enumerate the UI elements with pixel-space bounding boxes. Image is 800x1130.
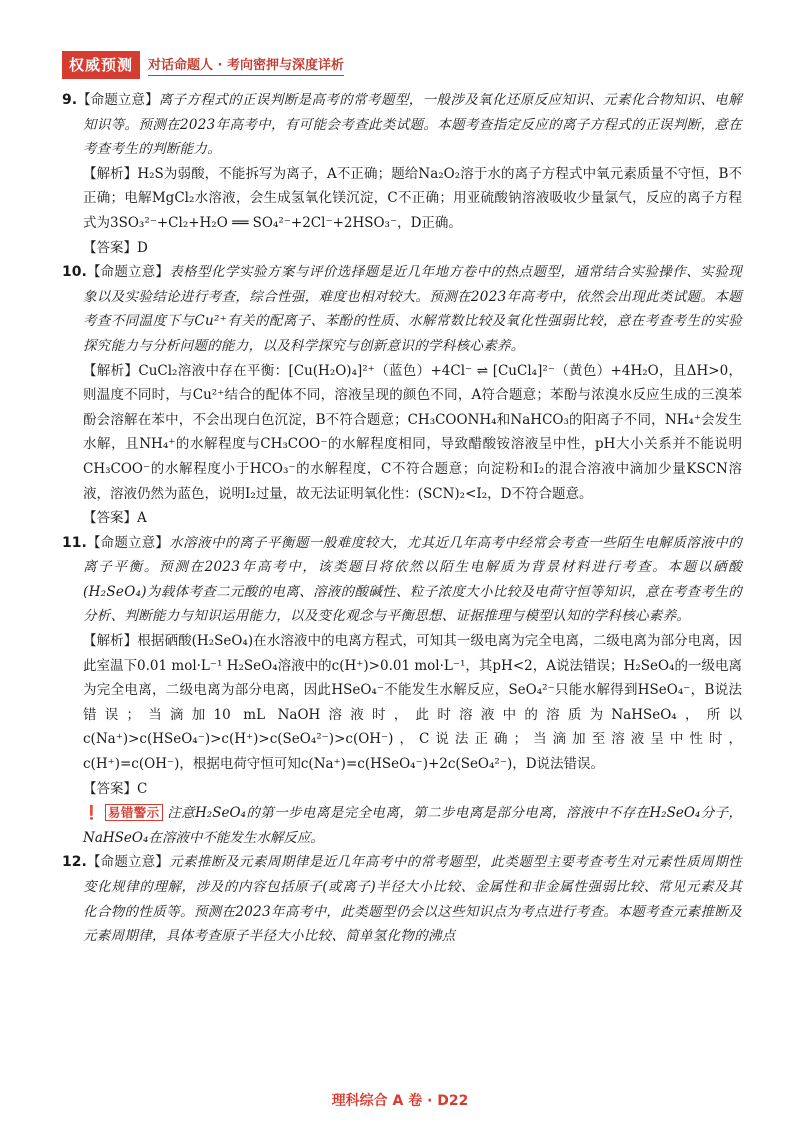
intent-label: 【命题立意】 [86,854,170,871]
question-number: 11. [62,534,87,551]
question-number: 10. [62,264,87,281]
question-number: 12. [62,854,87,871]
document-body [62,88,742,949]
analysis-paragraph [62,162,742,236]
header-tagline: 对话命题人 · 考向密押与深度详析 [148,54,344,76]
analysis-text: CuCl₂溶液中存在平衡：[Cu(H₂O)₄]²⁺（蓝色）+4Cl⁻ ⇌ [CuCl₄]²⁻（黄色）+4H₂O，且ΔH>0，则温度不同时，与Cu²⁺结合的配体不同，溶液呈现的颜色不同，A符合题意；苯酚与浓溴水反应生成的三溴苯酚会溶解在苯中，不会出现白色沉淀，B不符合题意；CH₃COONH₄和NaHCO₃的阳离子不同，NH₄⁺会发生水解，且NH₄⁺的水解程度与CH₃COO⁻的水解程度相同，导致醋酸铵溶液呈中性，pH大小关系并不能说明CH₃COO⁻的水解程度小于HCO₃⁻的水解程度，C不符合题意；向淀粉和I₂的混合溶液中滴加少量KSCN溶液，溶液仍然为蓝色，说明I₂过量，故无法证明氧化性：(SCN)₂<I₂，D不符合题意。 [83,362,742,502]
exclamation-icon: ❗ [83,805,101,822]
analysis-paragraph [62,359,742,507]
question-item-10 [62,260,742,531]
answer-line: 【答案】C [83,780,148,797]
intent-paragraph [62,260,742,358]
warning-label: 易错警示 [105,804,163,821]
intent-paragraph [62,850,742,948]
analysis-text: H₂S为弱酸，不能拆写为离子，A不正确；题给Na₂O₂溶于水的离子方程式中氧元素质量不守恒，B不正确；电解MgCl₂水溶液，会生成氢氧化镁沉淀，C不正确；用亚硫酸钠溶液吸收少量氯气，反应的离子方程式为3SO₃²⁻+Cl₂+H₂O ══ SO₄²⁻+2Cl⁻+2HSO₃⁻，D正确。 [83,165,743,231]
intent-text: 水溶液中的离子平衡题一般难度较大，尤其近几年高考中经常会考查一些陌生电解质溶液中的离子平衡。预测在2023年高考中，该类题目将依然以陌生电解质为背景材料进行考查。本题以硒酸(H₂SeO₄)为载体考查二元酸的电离、溶液的酸碱性、粒子浓度大小比较及电荷守恒等知识，意在考查考生的分析、判断能力与知识运用能力，以及变化观念与平衡思想、证据推理与模型认知的学科核心素养。 [83,534,742,625]
intent-label: 【命题立意】 [77,92,159,108]
intent-text: 元素推断及元素周期律是近几年高考中的常考题型，此类题型主要考查考生对元素性质周期性变化规律的理解，涉及的内容包括原子(或离子)半径大小比较、金属性和非金属性强弱比较、常见元素及其化合物的性质等。预测在2023年高考中，此类题型仍会以这些知识点为考点进行考查。本题考查元素推断及元素周期律，具体考查原子半径大小比较、简单氢化物的沸点 [83,854,742,945]
intent-paragraph [62,531,742,629]
analysis-label: 【解析】 [83,165,138,182]
intent-label: 【命题立意】 [86,534,170,551]
warning-text: 注意H₂SeO₄的第一步电离是完全电离，第二步电离是部分电离，溶液中不存在H₂SeO₄分子，NaHSeO₄在溶液中不能发生水解反应。 [83,805,743,846]
brand-badge: 权威预测 [62,51,140,79]
question-item-11 [62,531,742,851]
page-footer: 理科综合 A 卷 · D22 [331,1093,469,1109]
page-header [62,50,382,80]
analysis-label: 【解析】 [83,633,138,650]
answer-line: 【答案】D [83,239,148,256]
warning-paragraph [62,801,742,850]
analysis-label: 【解析】 [83,362,139,379]
intent-text: 离子方程式的正误判断是高考的常考题型，一般涉及氧化还原反应知识、元素化合物知识、电解知识等。预测在2023年高考中，有可能会考查此类试题。本题考查指定反应的离子方程式的正误判断，意在考查考生的判断能力。 [83,92,742,158]
intent-paragraph [62,88,742,162]
question-item-9 [62,88,742,260]
intent-text: 表格型化学实验方案与评价选择题是近几年地方卷中的热点题型，通常结合实验操作、实验现象以及实验结论进行考查，综合性强，难度也相对较大。预测在2023年高考中，依然会出现此类试题。本题考查不同温度下与Cu²⁺有关的配离子、苯酚的性质、水解常数比较及氧化性强弱比较，意在考查考生的实验探究能力与分析问题的能力，以及科学探究与创新意识的学科核心素养。 [83,264,742,354]
analysis-text: 根据硒酸(H₂SeO₄)在水溶液中的电离方程式，可知其一级电离为完全电离，二级电离为部分电离，因此室温下0.01 mol·L⁻¹ H₂SeO₄溶液中的c(H⁺)>0.01 mol·L⁻¹，其pH<2，A说法错误；H₂SeO₄的一级电离为完全电离，二级电离为部分电离，因此HSeO₄⁻不能发生水解反应，SeO₄²⁻只能水解得到HSeO₄⁻，B说法错误；当滴加10 mL NaOH溶液时，此时溶液中的溶质为NaHSeO₄，所以c(Na⁺)>c(HSeO₄⁻)>c(H⁺)>c(SeO₄²⁻)>c(OH⁻)，C说法正确；当滴加至溶液呈中性时，c(H⁺)=c(OH⁻)，根据电荷守恒可知c(Na⁺)=c(HSeO₄⁻)+2c(SeO₄²⁻)，D说法错误。 [83,633,743,773]
answer-line: 【答案】A [83,510,147,527]
analysis-paragraph [62,629,742,777]
question-item-12 [62,850,742,948]
intent-label: 【命题立意】 [86,264,170,281]
question-number: 9. [62,92,78,108]
